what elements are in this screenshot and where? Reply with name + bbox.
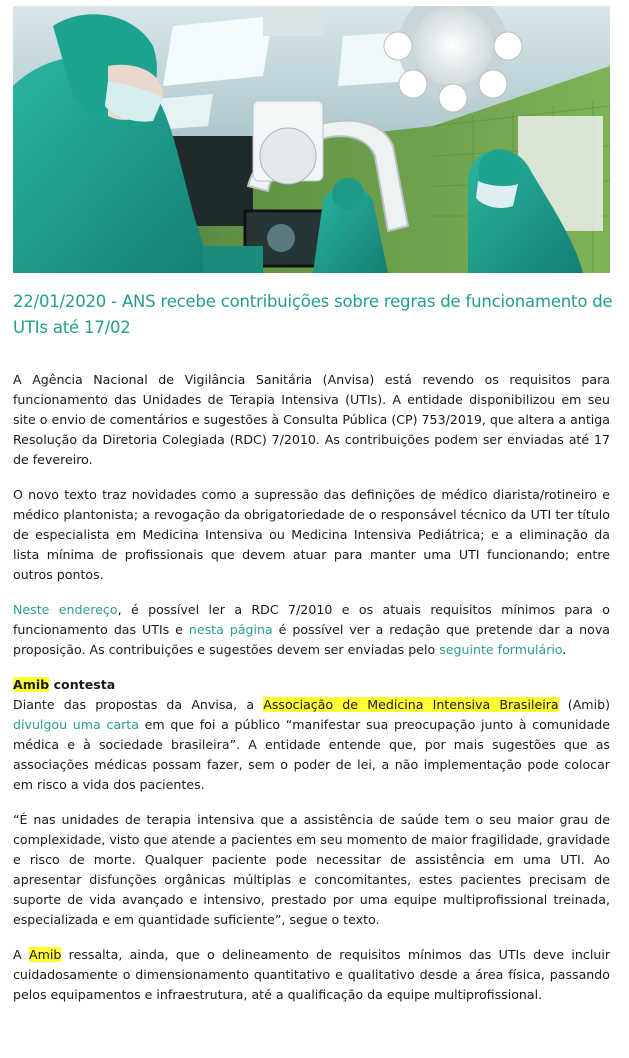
article-body [13, 370, 610, 1005]
paragraph-3 [13, 600, 610, 660]
paragraph-4 [13, 695, 610, 795]
link-divulgou-uma-carta[interactable]: divulgou uma carta [13, 717, 139, 732]
paragraph-5: “É nas unidades de terapia intensiva que a assistência de saúde tem o seu maior grau de complexidade, visto que atende a pacientes em seu momento de maior fragilidade, gravidade e risco de morte. Qualquer paciente pode necessitar de assistência em uma UTI. Ao apresentar disfunções orgânicas múltiplas e concomitantes, estes pacientes precisam de suporte de vida avançado e intensivo, prestado por uma equipe multiprofissional treinada, especializada e em quantidade suficiente”, segue o texto. [13, 812, 610, 927]
operating-room-photo [13, 6, 610, 273]
paragraph-4-text-1: Diante das propostas da Anvisa, a [13, 697, 264, 712]
subheading-amib-contesta [13, 675, 610, 695]
subheading-rest: contesta [49, 677, 116, 692]
highlight-amib-2: Amib [28, 947, 62, 962]
paragraph-6-text-2: ressalta, ainda, que o delineamento de requisitos mínimos das UTIs deve incluir cuidadosamente o dimensionamento quantitativo e qualitativo desde a área física, passando pelos equipamentos e infraestrutura, até a qualificação da equipe multiprofissional. [13, 947, 610, 1002]
paragraph-2: O novo texto traz novidades como a supressão das definições de médico diarista/rotineiro e médico plantonista; a revogação da obrigatoriedade de o responsável técnico da UTI ter título de especialista em Medicina Intensiva ou Medicina Intensiva Pediátrica; e a eliminação da lista mínima de profissionais que devem atuar para manter uma UTI funcionando; entre outros pontos. [13, 487, 610, 582]
paragraph-3-text-2: é possível ver a redação que pretende dar a nova proposição. As contribuições e sugestões devem ser enviadas pelo [13, 622, 610, 657]
article-title: 22/01/2020 - ANS recebe contribuições sobre regras de funcionamento de UTIs até 17/02 [13, 292, 613, 337]
paragraph-3-text-1: , é possível ler a RDC 7/2010 e os atuais requisitos mínimos para o funcionamento das UTIs e [13, 602, 610, 637]
paragraph-6-text-1: A [13, 947, 29, 962]
link-nesta-pagina[interactable]: nesta página [188, 622, 273, 637]
highlight-amib: Amib [13, 677, 50, 692]
link-neste-endereco[interactable]: Neste endereço [13, 602, 118, 617]
paragraph-3-text-3: . [562, 642, 567, 657]
paragraph-4-text-2: (Amib) [558, 697, 610, 712]
paragraph-6 [13, 945, 610, 1005]
link-seguinte-formulario[interactable]: seguinte formulário [439, 642, 563, 657]
highlight-amib-full-name: Associação de Medicina Intensiva Brasileira [263, 697, 559, 712]
paragraph-1: A Agência Nacional de Vigilância Sanitária (Anvisa) está revendo os requisitos para funcionamento das Unidades de Terapia Intensiva (UTIs). A entidade disponibilizou em seu site o envio de comentários e sugestões à Consulta Pública (CP) 753/2019, que altera a antiga Resolução da Diretoria Colegiada (RDC) 7/2010. As contribuições podem ser enviadas até 17 de fevereiro. [13, 372, 610, 467]
paragraph-4-text-3: em que foi a público “manifestar sua preocupação junto à comunidade médica e à sociedade brasileira”. A entidade entende que, por mais sugestões que as associações médicas possam fazer, sem o poder de lei, a não implementação pode colocar em risco a vida dos pacientes. [13, 717, 610, 792]
hero-image [13, 6, 610, 273]
